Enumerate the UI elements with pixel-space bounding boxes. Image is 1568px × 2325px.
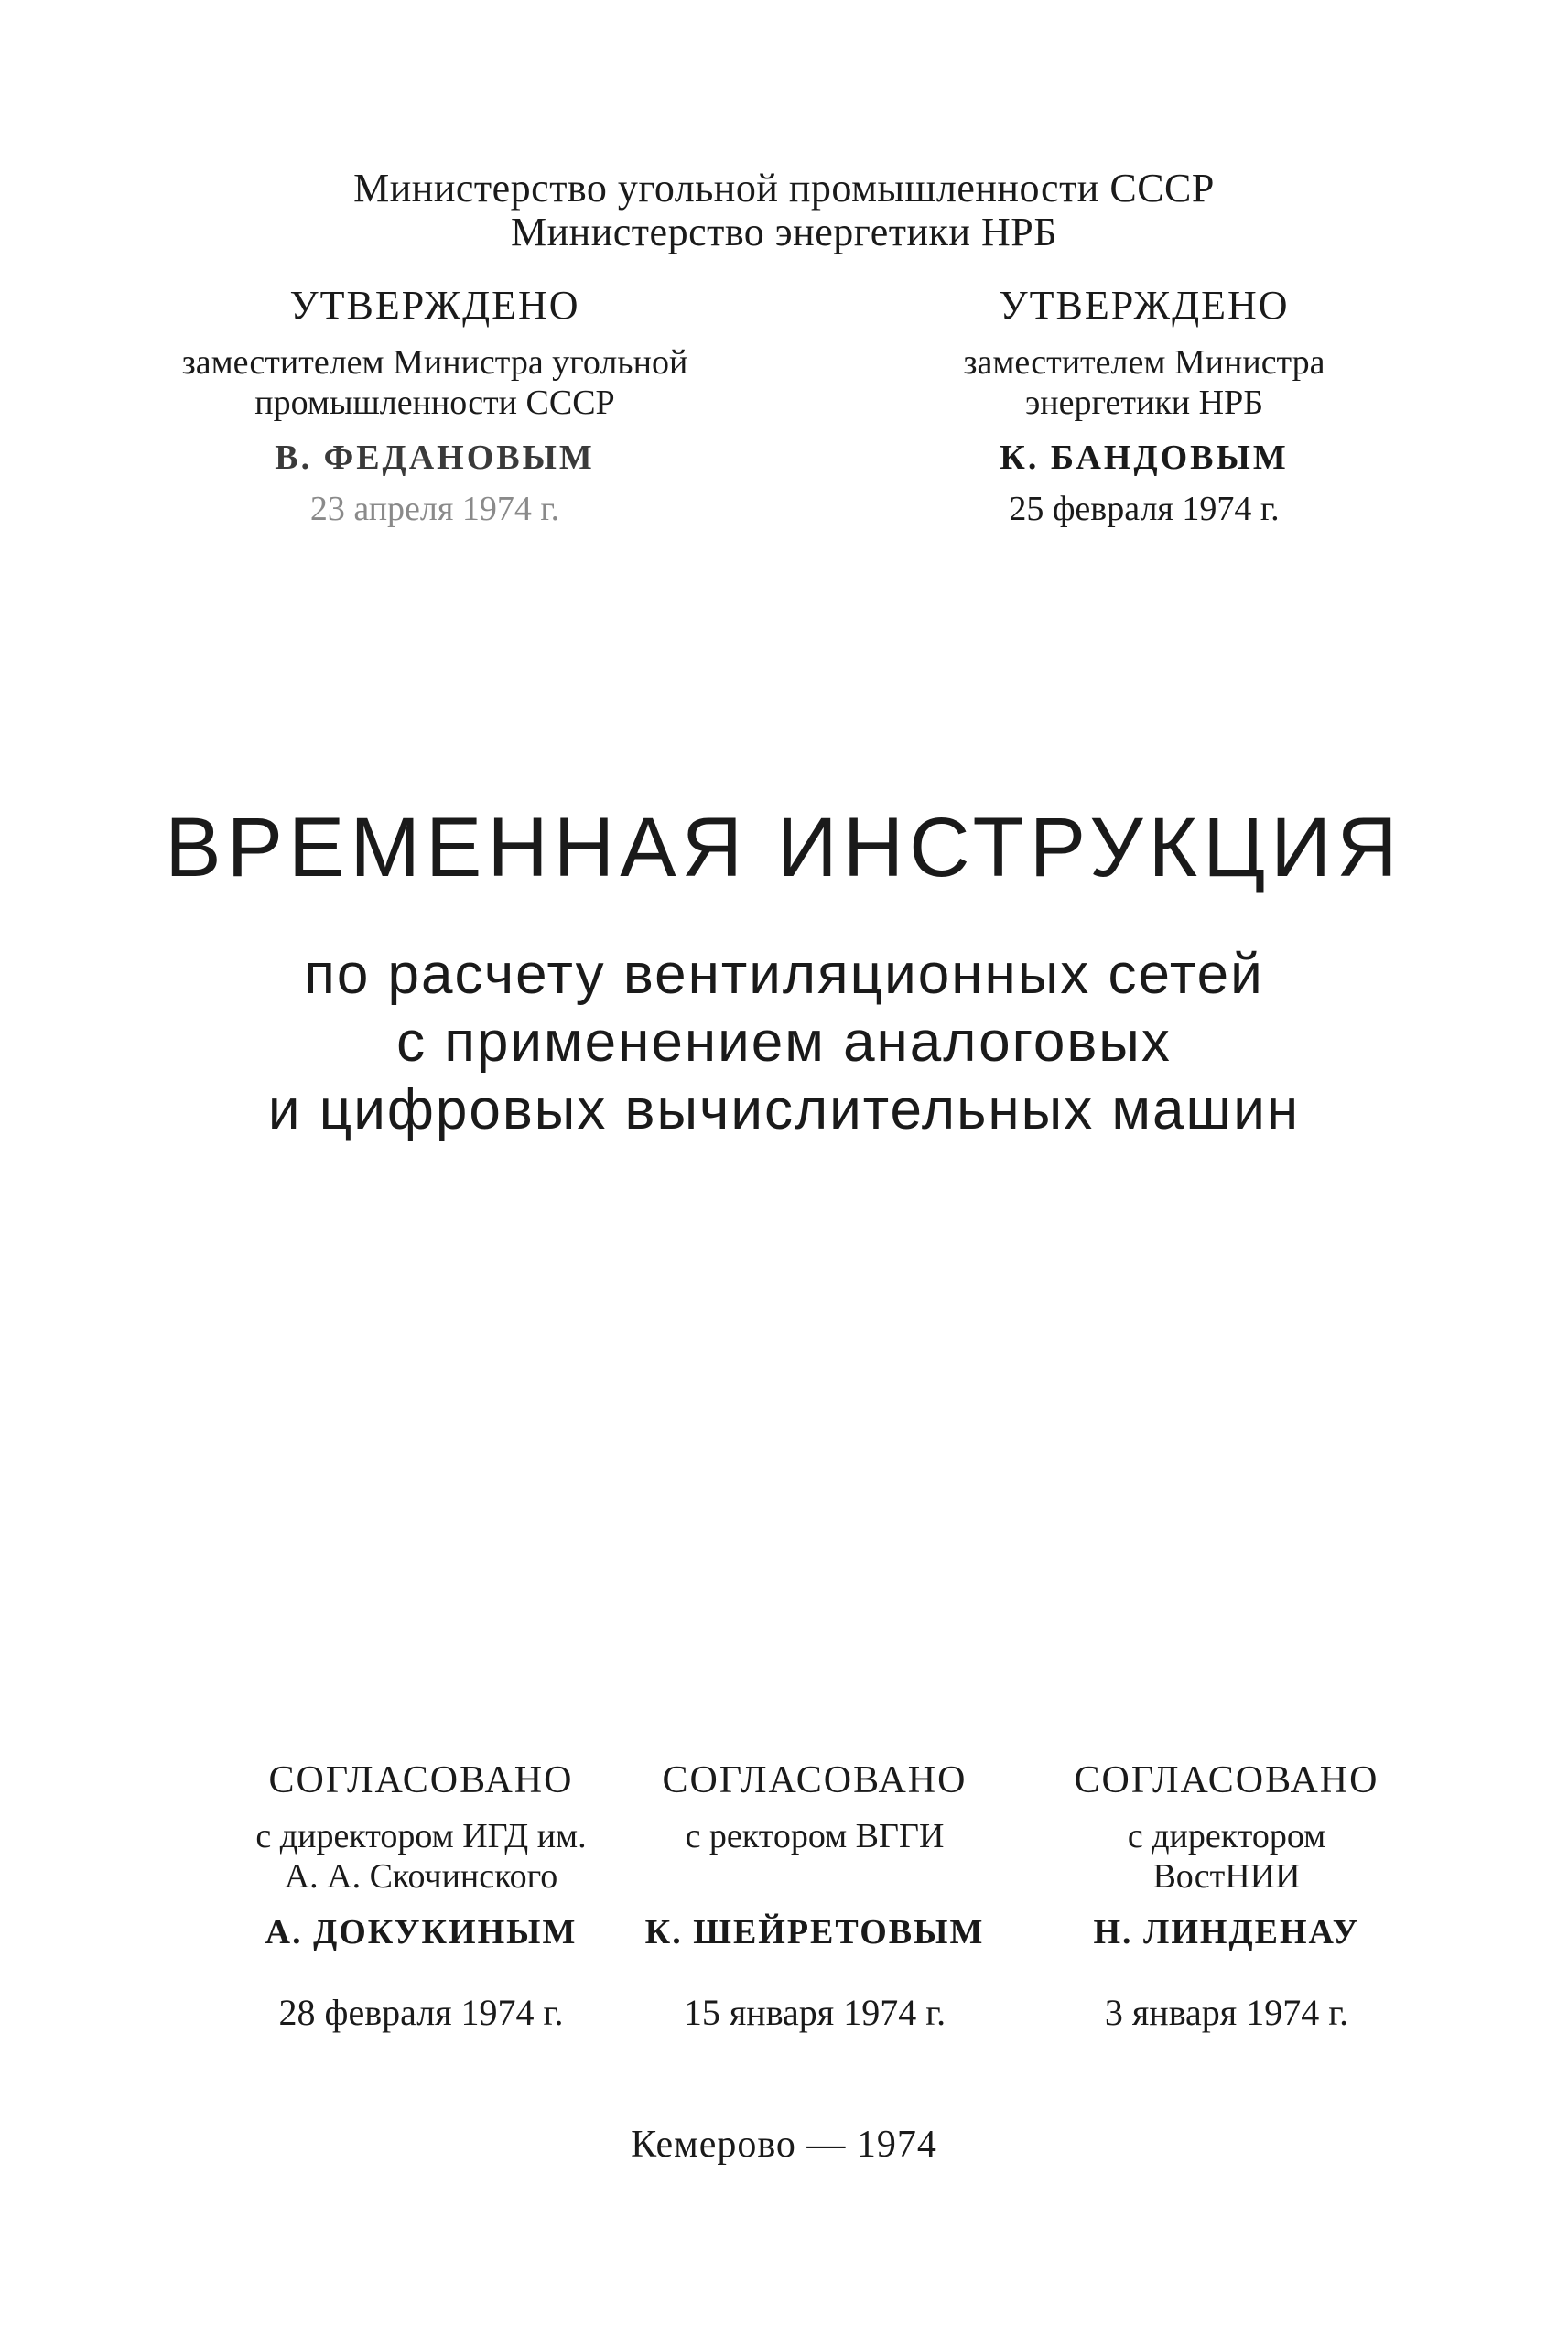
approval-role-line-2: энергетики НРБ xyxy=(1024,384,1264,422)
approval-role-line-1: заместителем Министра угольной xyxy=(181,343,688,382)
agreement-date: 3 января 1974 г. xyxy=(1104,1992,1349,2033)
agreement-heading: СОГЛАСОВАНО xyxy=(662,1759,968,1801)
agreement-role-line-1: с директором ИГД им. xyxy=(255,1817,587,1855)
approval-block-left xyxy=(105,282,764,533)
agreement-heading: СОГЛАСОВАНО xyxy=(1074,1759,1379,1801)
approval-signatory-name: В. ФЕДАНОВЫМ xyxy=(275,438,595,477)
agreement-block-vggi xyxy=(632,1757,998,2036)
agreement-block-vostnii xyxy=(1044,1757,1410,2036)
agreement-signatory-name: К. ШЕЙРЕТОВЫМ xyxy=(644,1913,985,1952)
agreement-date: 28 февраля 1974 г. xyxy=(278,1992,564,2033)
approval-heading: УТВЕРЖДЕНО xyxy=(999,283,1290,328)
approval-date: 23 апреля 1974 г. xyxy=(309,490,560,528)
ministry-coal-line: Министерство угольной промышленности СССР xyxy=(353,166,1215,211)
approval-role-line-2: промышленности СССР xyxy=(254,384,615,422)
agreement-role-line-2: ВостНИИ xyxy=(1152,1857,1301,1896)
agreement-signatory-name: А. ДОКУКИНЫМ xyxy=(265,1913,578,1952)
approval-block-right xyxy=(815,282,1474,533)
agreement-role-line-1: с ректором ВГГИ xyxy=(685,1817,945,1855)
agreement-date: 15 января 1974 г. xyxy=(683,1992,946,2033)
place-and-year: Кемерово — 1974 xyxy=(631,2124,937,2166)
approval-date: 25 февраля 1974 г. xyxy=(1009,490,1280,528)
document-title: ВРЕМЕННАЯ ИНСТРУКЦИЯ xyxy=(165,801,1403,894)
approval-heading: УТВЕРЖДЕНО xyxy=(289,283,580,328)
agreement-heading: СОГЛАСОВАНО xyxy=(268,1759,574,1801)
ministry-energy-line: Министерство энергетики НРБ xyxy=(511,210,1057,254)
agreement-block-igd xyxy=(192,1757,650,2036)
subtitle-line-2: с применением аналоговых xyxy=(396,1011,1172,1074)
subtitle-line-3: и цифровых вычислительных машин xyxy=(267,1078,1301,1141)
approval-signatory-name: К. БАНДОВЫМ xyxy=(1000,438,1289,477)
approval-role-line-1: заместителем Министра xyxy=(963,343,1325,382)
agreement-signatory-name: Н. ЛИНДЕНАУ xyxy=(1093,1913,1360,1952)
agreement-role-line-2: А. А. Скочинского xyxy=(284,1857,558,1896)
subtitle-line-1: по расчету вентиляционных сетей xyxy=(304,943,1264,1006)
agreement-role-line-1: с директором xyxy=(1127,1817,1326,1855)
